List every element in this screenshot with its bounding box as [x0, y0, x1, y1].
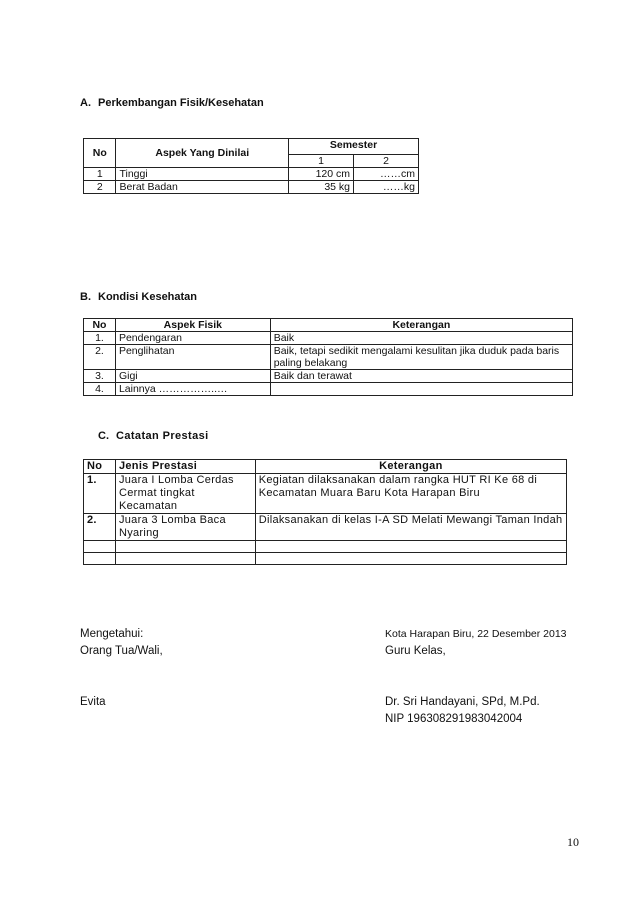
row-aspect: Lainnya ……………..…	[115, 383, 270, 396]
header-semester-2: 2	[354, 155, 419, 168]
section-b-letter: B.	[80, 291, 91, 303]
section-c-letter: C.	[98, 430, 109, 442]
teacher-role: Guru Kelas,	[385, 645, 446, 657]
row-aspect: Penglihatan	[115, 345, 270, 370]
row-note: Baik dan terawat	[270, 370, 572, 383]
row-note	[270, 383, 572, 396]
header-note: Keterangan	[270, 319, 572, 332]
row-no	[84, 553, 116, 565]
row-no: 1.	[84, 332, 116, 345]
row-no: 3.	[84, 370, 116, 383]
section-a-letter: A.	[80, 97, 91, 109]
table-row	[84, 332, 573, 345]
row-no: 1.	[84, 474, 116, 514]
health-condition-table	[83, 318, 573, 396]
row-note: Baik, tetapi sedikit mengalami kesulitan jika duduk pada baris paling belakang	[270, 345, 572, 370]
row-semester-1: 35 kg	[289, 181, 354, 194]
row-semester-2: ……cm	[354, 168, 419, 181]
table-row	[84, 370, 573, 383]
row-no: 2	[84, 181, 116, 194]
row-note	[255, 541, 566, 553]
table-row	[84, 514, 567, 541]
section-b-title: Kondisi Kesehatan	[98, 291, 198, 303]
header-no: No	[84, 460, 116, 474]
table-row	[84, 553, 567, 565]
row-no: 4.	[84, 383, 116, 396]
table-row	[84, 541, 567, 553]
achievement-table	[83, 459, 567, 565]
section-a-title: Perkembangan Fisik/Kesehatan	[98, 97, 264, 109]
row-type	[115, 553, 255, 565]
row-no	[84, 541, 116, 553]
table-row	[84, 383, 573, 396]
table-row	[84, 345, 573, 370]
section-b-heading	[80, 291, 197, 303]
teacher-name: Dr. Sri Handayani, SPd, M.Pd.	[385, 696, 540, 708]
header-no: No	[84, 319, 116, 332]
parent-role: Orang Tua/Wali,	[80, 645, 163, 657]
row-semester-1: 120 cm	[289, 168, 354, 181]
header-semester-1: 1	[289, 155, 354, 168]
section-a-heading	[80, 97, 264, 109]
row-aspect: Berat Badan	[116, 181, 289, 194]
acknowledged-label: Mengetahui:	[80, 628, 144, 640]
table-row	[84, 181, 419, 194]
row-no: 2.	[84, 345, 116, 370]
row-note	[255, 553, 566, 565]
section-c-title: Catatan Prestasi	[116, 430, 209, 442]
table-row	[84, 474, 567, 514]
row-note: Kegiatan dilaksanakan dalam rangka HUT RI Ke 68 di Kecamatan Muara Baru Kota Harapan Biru	[255, 474, 566, 514]
header-type: Jenis Prestasi	[115, 460, 255, 474]
header-note: Keterangan	[255, 460, 566, 474]
row-type: Juara I Lomba Cerdas Cermat tingkat Kecamatan	[115, 474, 255, 514]
row-note: Dilaksanakan di kelas I-A SD Melati Mewangi Taman Indah	[255, 514, 566, 541]
header-aspect: Aspek Yang Dinilai	[116, 139, 289, 168]
physical-development-table	[83, 138, 419, 194]
section-c-heading	[98, 430, 209, 442]
row-semester-2: ……kg	[354, 181, 419, 194]
row-no: 2.	[84, 514, 116, 541]
page-number: 10	[567, 835, 579, 849]
parent-name: Evita	[80, 696, 106, 708]
row-aspect: Gigi	[115, 370, 270, 383]
teacher-signature-block	[385, 626, 567, 660]
teacher-nip: NIP 196308291983042004	[385, 713, 523, 725]
header-aspect: Aspek Fisik	[115, 319, 270, 332]
teacher-name-block	[385, 694, 540, 728]
row-type: Juara 3 Lomba Baca Nyaring	[115, 514, 255, 541]
place-date: Kota Harapan Biru, 22 Desember 2013	[385, 628, 567, 640]
table-row	[84, 168, 419, 181]
parent-signature-block	[80, 626, 163, 660]
header-no: No	[84, 139, 116, 168]
row-no: 1	[84, 168, 116, 181]
row-type	[115, 541, 255, 553]
header-semester: Semester	[289, 139, 419, 155]
row-note: Baik	[270, 332, 572, 345]
row-aspect: Pendengaran	[115, 332, 270, 345]
row-aspect: Tinggi	[116, 168, 289, 181]
